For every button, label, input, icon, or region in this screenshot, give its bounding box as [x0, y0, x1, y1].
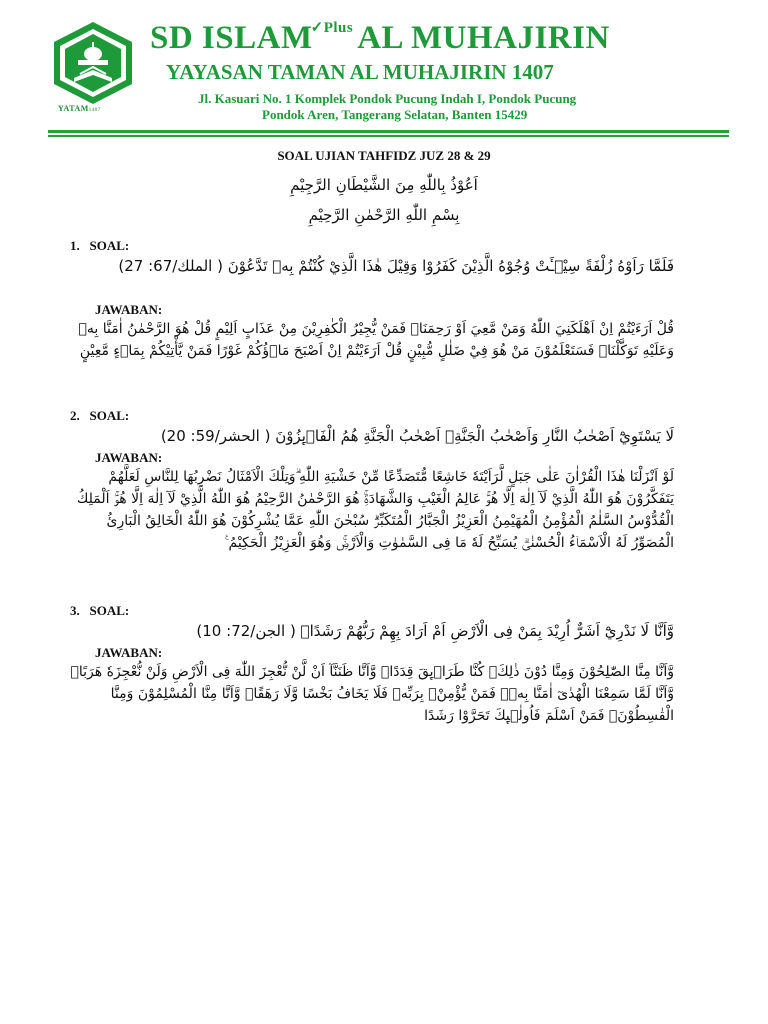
question-3-soal: وَّاَنَّا لَا نَدْرِيْٓ اَشَرٌّ اُرِيْدَ بِمَنْ فِى الْاَرْضِ اَمْ اَرَادَ بِهِمْ رَبُّهُمْ رَشَدًاۙ ( الجن/72: 10)	[196, 622, 674, 640]
header-rule-thin	[48, 135, 729, 137]
hexagon-emblem-icon	[50, 20, 136, 106]
foundation-name: YAYASAN TAMAN AL MUHAJIRIN 1407	[166, 60, 554, 84]
plus-label: Plus	[323, 20, 354, 36]
question-3-label	[70, 603, 129, 619]
basmalah-line: بِسْمِ اللّٰهِ الرَّحْمٰنِ الرَّحِيْمِ	[308, 206, 460, 224]
school-name	[150, 20, 710, 57]
logo-caption-year: 1407	[88, 108, 101, 113]
question-1-soal: فَلَمَّا رَاَوْهُ زُلْفَةً سِيْۤـَٔتْ وُجُوْهُ الَّذِيْنَ كَفَرُوْا وَقِيْلَ هٰذَا الَّذِيْ كُنْتُمْ بِهٖ تَدَّعُوْنَ ( الملك/67: 27)	[118, 257, 674, 275]
address-line-2: Pondok Aren, Tangerang Selatan, Banten 15429	[262, 107, 528, 122]
school-name-part1: SD ISLAM	[150, 20, 313, 56]
question-number: 3.	[70, 603, 80, 618]
school-logo	[50, 20, 136, 120]
question-1-jawaban-label: JAWABAN:	[95, 302, 163, 317]
soal-label: SOAL:	[89, 238, 130, 253]
logo-caption	[58, 104, 101, 113]
exam-title: SOAL UJIAN TAHFIDZ JUZ 28 & 29	[277, 148, 491, 163]
question-3-jawaban-label: JAWABAN:	[95, 645, 163, 660]
question-1-label	[70, 238, 129, 254]
question-3-jawaban: وَّاَنَّا مِنَّا الصّٰلِحُوْنَ وَمِنَّا دُوْنَ ذٰلِكَۗ كُنَّا طَرَاۤىِٕقَ قِدَدًاۙ وَّاَنَّا ظَنَنَّآ اَنْ لَّنْ نُّعْجِزَ اللّٰهَ فِى الْاَرْضِ وَلَنْ نُّعْجِزَهٗ هَرَبًاۙ وَّاَنَّا لَمَّا سَمِعْنَا الْهُدٰىٓ اٰمَنَّا بِهٖۗ فَمَنْ يُّؤْمِنْۢ بِرَبِّهٖ فَلَا يَخَافُ بَخْسًا وَّلَا رَهَقًاۖ وَّاَنَّا مِنَّا الْمُسْلِمُوْنَ وَمِنَّا الْقٰسِطُوْنَۗ فَمَنْ اَسْلَمَ فَاُولٰۤىِٕكَ تَحَرَّوْا رَشَدًا	[70, 664, 674, 724]
soal-label: SOAL:	[89, 408, 130, 423]
school-name-part2: AL MUHAJIRIN	[357, 20, 610, 56]
question-1-jawaban: قُلْ اَرَءَيْتُمْ اِنْ اَهْلَكَنِيَ اللّٰهُ وَمَنْ مَّعِيَ اَوْ رَحِمَنَاۙ فَمَنْ يُّجِيْرُ الْكٰفِرِيْنَ مِنْ عَذَابٍ اَلِيْمٍ قُلْ هُوَ الرَّحْمٰنُ اٰمَنَّا بِهٖ وَعَلَيْهِ تَوَكَّلْنَاۚ فَسَتَعْلَمُوْنَ مَنْ هُوَ فِيْ ضَلٰلٍ مُّبِيْنٍ قُلْ اَرَءَيْتُمْ اِنْ اَصْبَحَ مَاۤؤُكُمْ غَوْرًا فَمَنْ يَّأْتِيْكُمْ بِمَاۤءٍ مَّعِيْنٍ	[78, 321, 674, 359]
question-number: 1.	[70, 238, 80, 253]
logo-caption-text: YATAM	[58, 104, 89, 113]
address-line-1: Jl. Kasuari No. 1 Komplek Pondok Pucung Indah I, Pondok Pucung	[198, 91, 577, 106]
question-2-jawaban: لَوْ اَنْزَلْنَا هٰذَا الْقُرْاٰنَ عَلٰى جَبَلٍ لَّرَاَيْتَهٗ خَاشِعًا مُّتَصَدِّعًا مِّنْ خَشْيَةِ اللّٰهِ ۗوَتِلْكَ الْاَمْثَالُ نَضْرِبُهَا لِلنَّاسِ لَعَلَّهُمْ يَتَفَكَّرُوْنَ هُوَ اللّٰهُ الَّذِيْ لَآ اِلٰهَ اِلَّا هُوَۚ عَالِمُ الْغَيْبِ وَالشَّهَادَةِۚ هُوَ الرَّحْمٰنُ الرَّحِيْمُ هُوَ اللّٰهُ الَّذِيْ لَآ اِلٰهَ اِلَّا هُوَۚ اَلْمَلِكُ الْقُدُّوْسُ السَّلٰمُ الْمُؤْمِنُ الْمُهَيْمِنُ الْعَزِيْزُ الْجَبَّارُ الْمُتَكَبِّرُۗ سُبْحٰنَ اللّٰهِ عَمَّا يُشْرِكُوْنَ هُوَ اللّٰهُ الْخَالِقُ الْبَارِئُ الْمُصَوِّرُ لَهُ الْاَسْمَاۤءُ الْحُسْنٰىۗ يُسَبِّحُ لَهٗ مَا فِى السَّمٰوٰتِ وَالْاَرْضِۚ وَهُوَ الْعَزِيْزُ الْحَكِيْمُ ࣖ	[76, 469, 674, 551]
school-name-plus: ✓Plus	[310, 20, 354, 36]
question-2-jawaban-label: JAWABAN:	[95, 450, 163, 465]
soal-label: SOAL:	[89, 603, 130, 618]
question-2-soal: لَا يَسْتَوِيْٓ اَصْحٰبُ النَّارِ وَاَصْحٰبُ الْجَنَّةِۗ اَصْحٰبُ الْجَنَّةِ هُمُ الْفَاۤىِٕزُوْنَ ( الحشر/59: 20)	[160, 427, 674, 445]
header-rule-thick	[48, 130, 729, 133]
question-number: 2.	[70, 408, 80, 423]
question-2-label	[70, 408, 129, 424]
taawudz-line: اَعُوْذُ بِاللّٰهِ مِنَ الشَّيْطَانِ الرَّجِيْمِ	[290, 176, 478, 194]
